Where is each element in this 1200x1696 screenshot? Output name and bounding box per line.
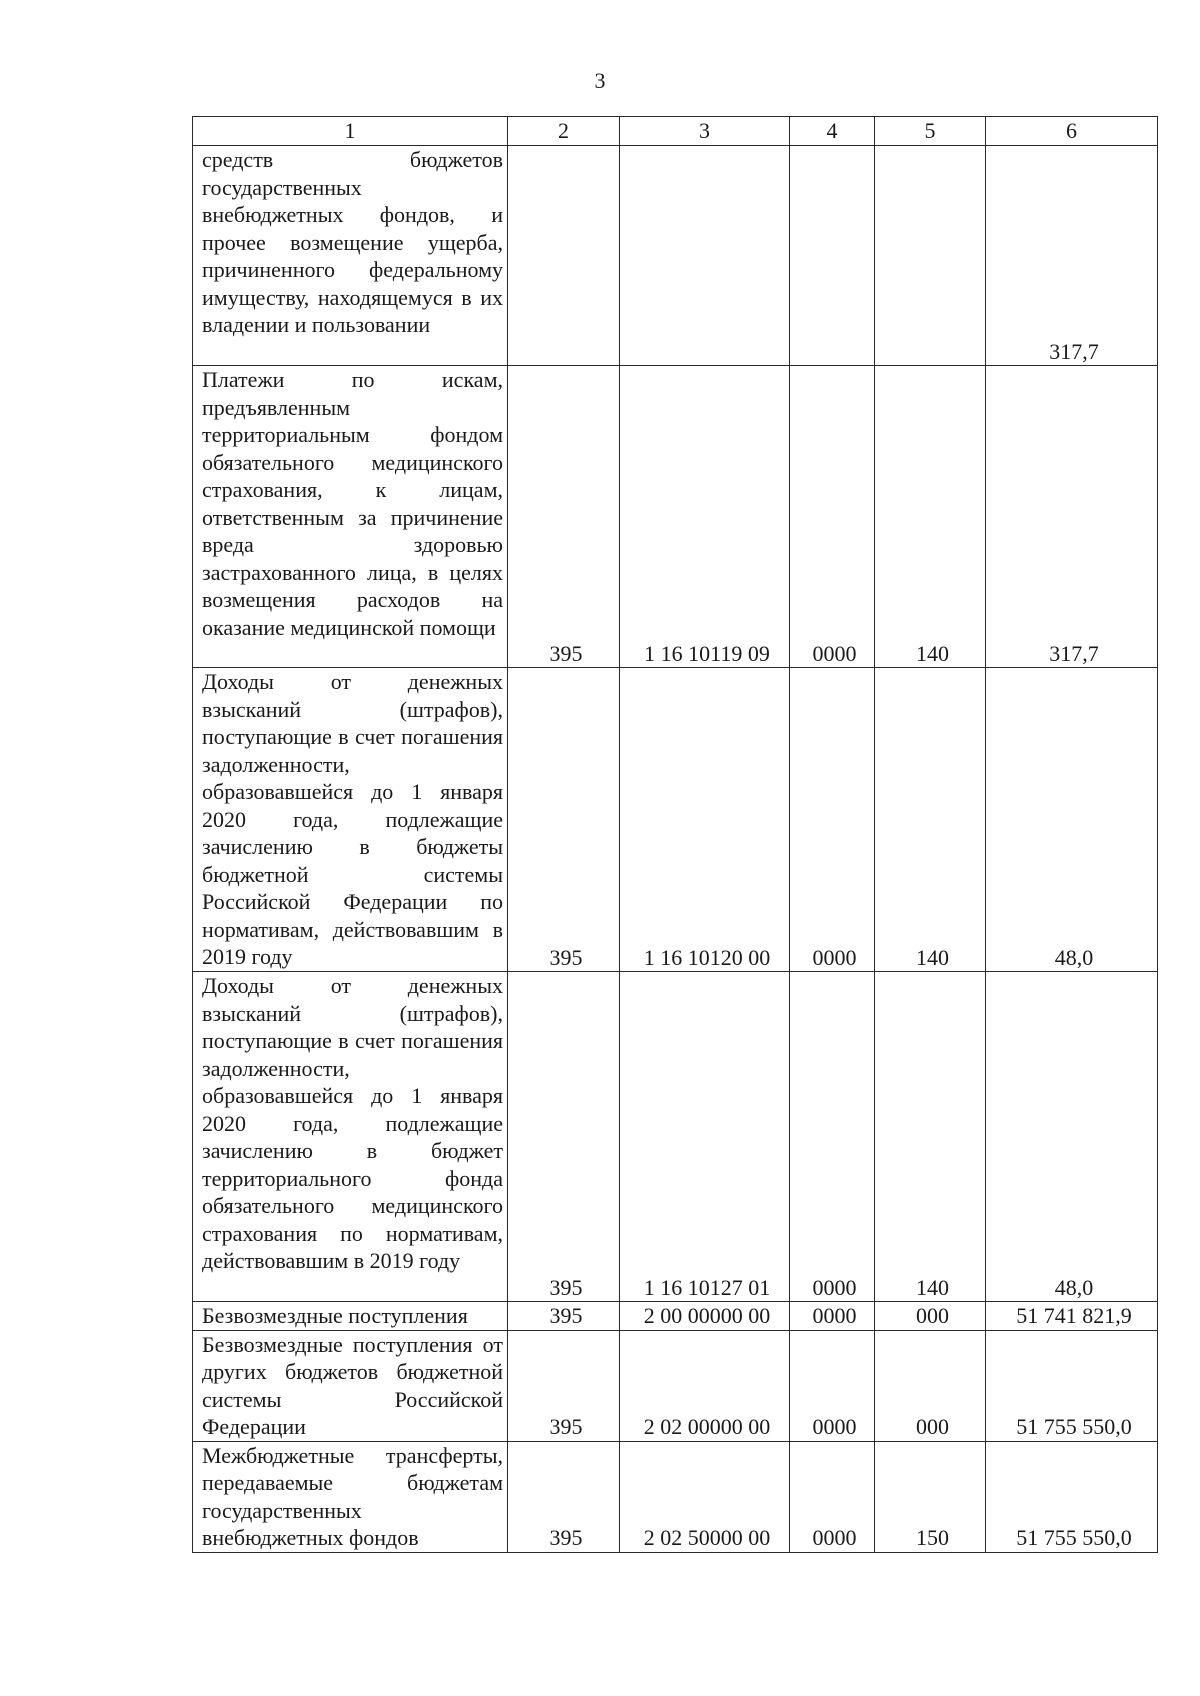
admin-code-cell xyxy=(508,146,620,366)
revenue-name-cell: Безвозмездные поступления xyxy=(193,1302,508,1331)
table-row xyxy=(193,668,1158,972)
amount-cell: 317,7 xyxy=(986,366,1158,668)
admin-code-cell: 395 xyxy=(508,668,620,972)
revenue-code-cell: 2 02 50000 00 xyxy=(620,1441,790,1552)
table-row xyxy=(193,1441,1158,1552)
subtype-code-cell: 0000 xyxy=(790,1441,875,1552)
admin-code-cell: 395 xyxy=(508,1330,620,1441)
subtype-code-cell: 0000 xyxy=(790,1302,875,1331)
revenue-name-cell: Доходы от денежных взысканий (штрафов), поступающие в счет погашения задолженности, образовавшейся до 1 января 2020 года, подлежащие зачислению в бюджеты бюджетной системы Российской Федерации по нормативам, действовавшим в 2019 году xyxy=(193,668,508,972)
revenue-code-cell: 1 16 10120 00 xyxy=(620,668,790,972)
table-row xyxy=(193,146,1158,366)
column-header: 5 xyxy=(875,117,986,146)
analytic-group-cell: 000 xyxy=(875,1302,986,1331)
subtype-code-cell xyxy=(790,146,875,366)
revenue-table xyxy=(192,116,1158,1553)
page-number: 3 xyxy=(594,68,606,93)
analytic-group-cell: 150 xyxy=(875,1441,986,1552)
subtype-code-cell: 0000 xyxy=(790,1330,875,1441)
analytic-group-cell: 000 xyxy=(875,1330,986,1441)
revenue-name-cell: Доходы от денежных взысканий (штрафов), поступающие в счет погашения задолженности, образовавшейся до 1 января 2020 года, подлежащие зачислению в бюджет территориального фонда обязательного медицинского страхования по нормативам, действовавшим в 2019 году xyxy=(193,972,508,1302)
column-header: 2 xyxy=(508,117,620,146)
amount-cell: 48,0 xyxy=(986,668,1158,972)
amount-cell: 51 755 550,0 xyxy=(986,1441,1158,1552)
analytic-group-cell: 140 xyxy=(875,972,986,1302)
subtype-code-cell: 0000 xyxy=(790,972,875,1302)
admin-code-cell: 395 xyxy=(508,1302,620,1331)
revenue-code-cell: 1 16 10119 09 xyxy=(620,366,790,668)
amount-cell: 48,0 xyxy=(986,972,1158,1302)
table-row xyxy=(193,366,1158,668)
amount-cell: 51 755 550,0 xyxy=(986,1330,1158,1441)
admin-code-cell: 395 xyxy=(508,366,620,668)
analytic-group-cell: 140 xyxy=(875,366,986,668)
analytic-group-cell: 140 xyxy=(875,668,986,972)
revenue-code-cell xyxy=(620,146,790,366)
amount-cell: 317,7 xyxy=(986,146,1158,366)
admin-code-cell: 395 xyxy=(508,1441,620,1552)
column-header: 1 xyxy=(193,117,508,146)
analytic-group-cell xyxy=(875,146,986,366)
subtype-code-cell: 0000 xyxy=(790,366,875,668)
column-number-row xyxy=(193,117,1158,146)
revenue-name-cell: Межбюджетные трансферты, передаваемые бюджетам государственных внебюджетных фондов xyxy=(193,1441,508,1552)
admin-code-cell: 395 xyxy=(508,972,620,1302)
table-row xyxy=(193,1302,1158,1331)
revenue-code-cell: 1 16 10127 01 xyxy=(620,972,790,1302)
revenue-code-cell: 2 02 00000 00 xyxy=(620,1330,790,1441)
column-header: 3 xyxy=(620,117,790,146)
revenue-name-cell: средств бюджетов государственных внебюджетных фондов, и прочее возмещение ущерба, причиненного федеральному имуществу, находящемуся в их владении и пользовании xyxy=(193,146,508,366)
table-row xyxy=(193,1330,1158,1441)
table-row xyxy=(193,972,1158,1302)
column-header: 6 xyxy=(986,117,1158,146)
revenue-name-cell: Платежи по искам, предъявленным территориальным фондом обязательного медицинского страхования, к лицам, ответственным за причинение вреда здоровью застрахованного лица, в целях возмещения расходов на оказание медицинской помощи xyxy=(193,366,508,668)
amount-cell: 51 741 821,9 xyxy=(986,1302,1158,1331)
revenue-name-cell: Безвозмездные поступления от других бюджетов бюджетной системы Российской Федерации xyxy=(193,1330,508,1441)
subtype-code-cell: 0000 xyxy=(790,668,875,972)
column-header: 4 xyxy=(790,117,875,146)
revenue-code-cell: 2 00 00000 00 xyxy=(620,1302,790,1331)
